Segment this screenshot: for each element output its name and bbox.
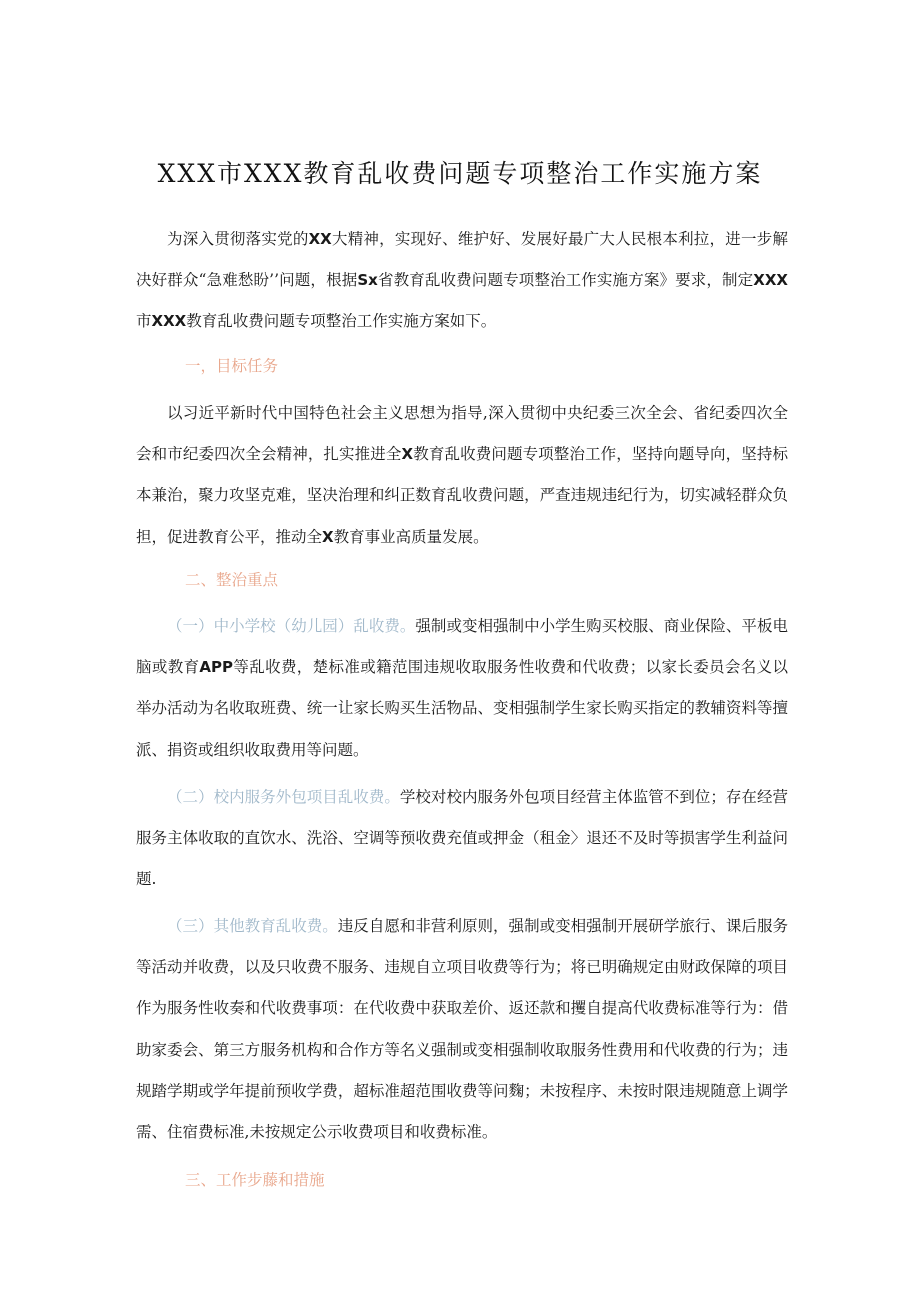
text-run: 以习近平新时代中国特色社会主义思想为指导,深入贯彻中央纪委三次全会、省纪委四次全会和市纪委四次全会精神，扎实推进全 — [136, 404, 788, 464]
text-run: 学校对校内服务外包项目经营主体监管不到位；存在经营服务主体收取的直饮水、洗浴、空调等预收费充值或押金（租金〉退还不及时等损害学生利益问题. — [136, 788, 788, 889]
text-run: 教育事业高质量发展。 — [333, 527, 489, 546]
text-run: 违反自愿和非营利原则，强制或变相强制开展研学旅行、课后服务等活动并收费，以及只收费不服务、违规自立项目收费等行为；将已明确规定由财政保障的项目作为服务性收奏和代收费事项：在代收费中获取差价、返还款和攫自提高代收费标准等行为：借助家委会、第三方服务机构和合作方等名义强制或变相强制收取服务性费用和代收费的行为；违规踏学期或学年提前预收学费，超标准超范围收费等问麴；未按程序、未按时限违规随意上调学需、住宿费标准,未按规定公示收费项目和收费标准。 — [136, 917, 788, 1142]
item3-label: （三）其他教育乱收费。 — [167, 917, 338, 935]
item3-paragraph — [136, 906, 788, 1153]
item1-paragraph — [136, 606, 788, 771]
section-heading-3: 三、工作步藤和措施 — [185, 1171, 325, 1189]
item2-paragraph — [136, 777, 788, 901]
bold-run: XXX — [753, 271, 788, 290]
item2-label: （二）校内服务外包项目乱收费。 — [167, 788, 400, 806]
bold-run: X — [322, 527, 334, 546]
text-run: 教育乱收费问题专项整治工作实施方案如下。 — [186, 312, 497, 331]
bold-run: XX — [308, 230, 332, 248]
text-run: 市 — [136, 312, 152, 331]
section-heading-2: 二、整治重点 — [185, 571, 279, 589]
text-run: 省教育乱收费问题专项整治工作实施方案》要求，制定 — [377, 271, 754, 290]
bold-run: Sx — [357, 271, 378, 290]
bold-run: XXX — [151, 312, 187, 331]
text-run: 强制或变相强制中小学生购买校服、商业保险、平板电脑或教育 — [136, 617, 788, 677]
section-heading-1: 一，目标任务 — [185, 357, 279, 375]
bold-run: APP — [199, 658, 234, 677]
item1-label: （一）中小学校（幼儿园）乱收费。 — [167, 617, 416, 635]
section1-paragraph — [136, 393, 788, 558]
text-run: 教育乱收费问题专项整治工作，坚持向题导向，坚持标本兼治，聚力攻坚克难，坚决治理和纠正数育乱收费问题，严查违规违纪行为，切实减轻群众负担，促进教育公平，推动全 — [136, 445, 788, 546]
intro-paragraph — [136, 219, 788, 343]
text-run: 大精神，实现好、维护好、发展好最广大人民根本利拉，进一步解决好群众“急难愁盼’’问题，根据 — [136, 230, 788, 290]
text-run: 等乱收费，楚标准或籍范围违规收取服务性收费和代收费；以家长委员会名义以举办活动为名收取班费、统一让家长购买生活物品、变相强制学生家长购买指定的教辅资料等擅派、捐资或组织收取费用等问题。 — [136, 658, 788, 759]
text-run: 为深入贯彻落实党的 — [167, 230, 309, 248]
document-title: XXX市XXX教育乱收费问题专项整治工作实施方案 — [157, 159, 763, 188]
bold-run: X — [401, 445, 414, 464]
